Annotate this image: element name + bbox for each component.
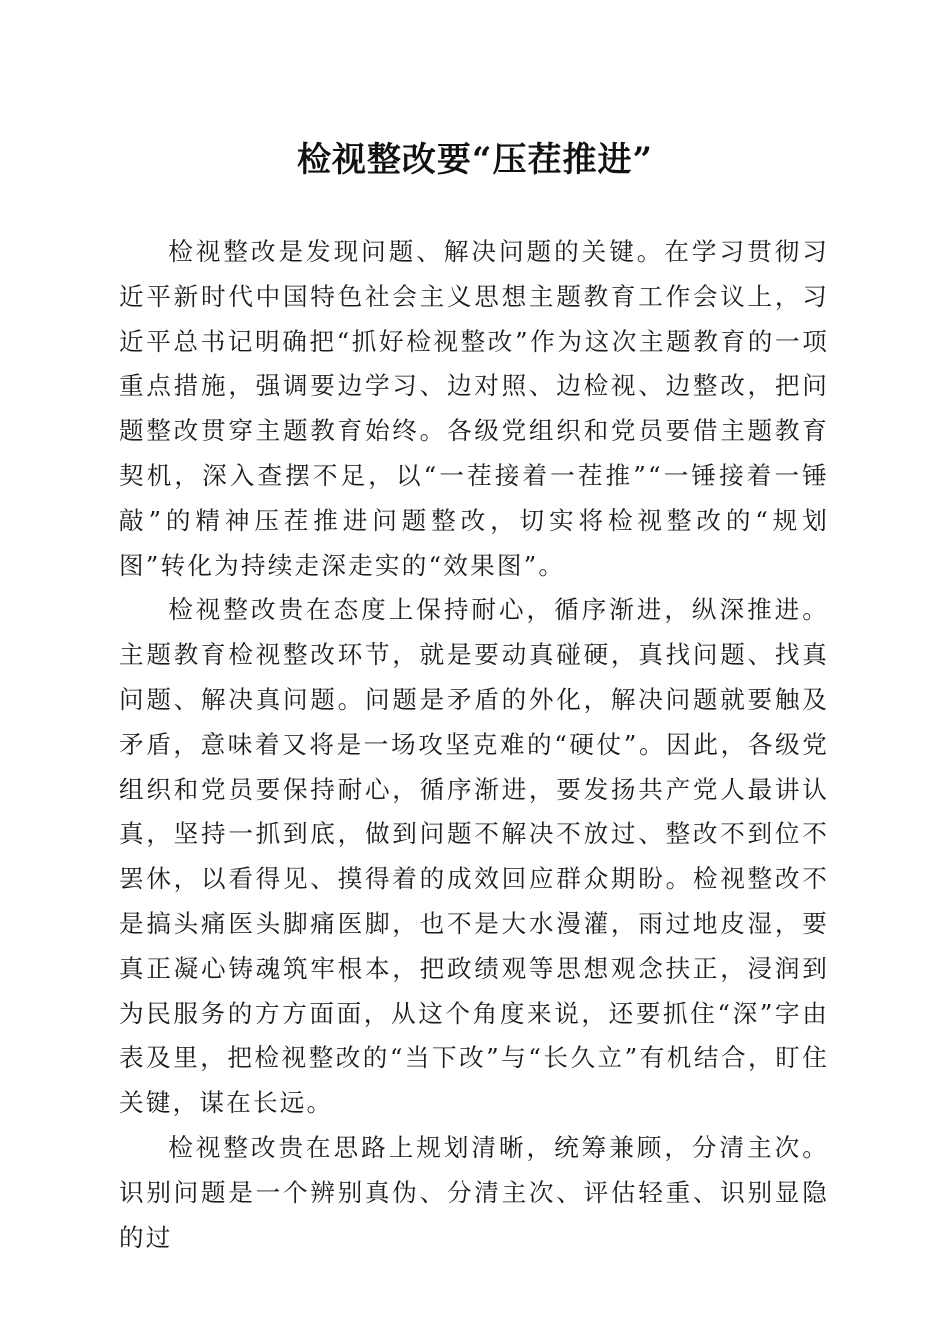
paragraph: 检视整改贵在思路上规划清晰，统筹兼顾，分清主次。识别问题是一个辨别真伪、分清主次、评估轻重、识别显隐的过 <box>119 1132 829 1252</box>
paragraph: 检视整改贵在态度上保持耐心，循序渐进，纵深推进。主题教育检视整改环节，就是要动真碰硬，真找问题、找真问题、解决真问题。问题是矛盾的外化，解决问题就要触及矛盾，意味着又将是一场攻坚克难的“硬仗”。因此，各级党组织和党员要保持耐心，循序渐进，要发扬共产党人最讲认真，坚持一抓到底，做到问题不解决不放过、整改不到位不罢休，以看得见、摸得着的成效回应群众期盼。检视整改不是搞头痛医头脚痛医脚，也不是大水漫灌，雨过地皮湿，要真正凝心铸魂筑牢根本，把政绩观等思想观念扶正，浸润到为民服务的方方面面，从这个角度来说，还要抓住“深”字由表及里，把检视整改的“当下改”与“长久立”有机结合，盯住关键，谋在长远。 <box>119 595 829 1118</box>
document-body <box>119 230 829 1260</box>
paragraph: 检视整改是发现问题、解决问题的关键。在学习贯彻习近平新时代中国特色社会主义思想主题教育工作会议上，习近平总书记明确把“抓好检视整改”作为这次主题教育的一项重点措施，强调要边学习、边对照、边检视、边整改，把问题整改贯穿主题教育始终。各级党组织和党员要借主题教育契机，深入查摆不足，以“一茬接着一茬推”“一锤接着一锤敲”的精神压茬推进问题整改，切实将检视整改的“规划图”转化为持续走深走实的“效果图”。 <box>119 237 829 580</box>
document-title: 检视整改要“压茬推进” <box>296 140 654 180</box>
